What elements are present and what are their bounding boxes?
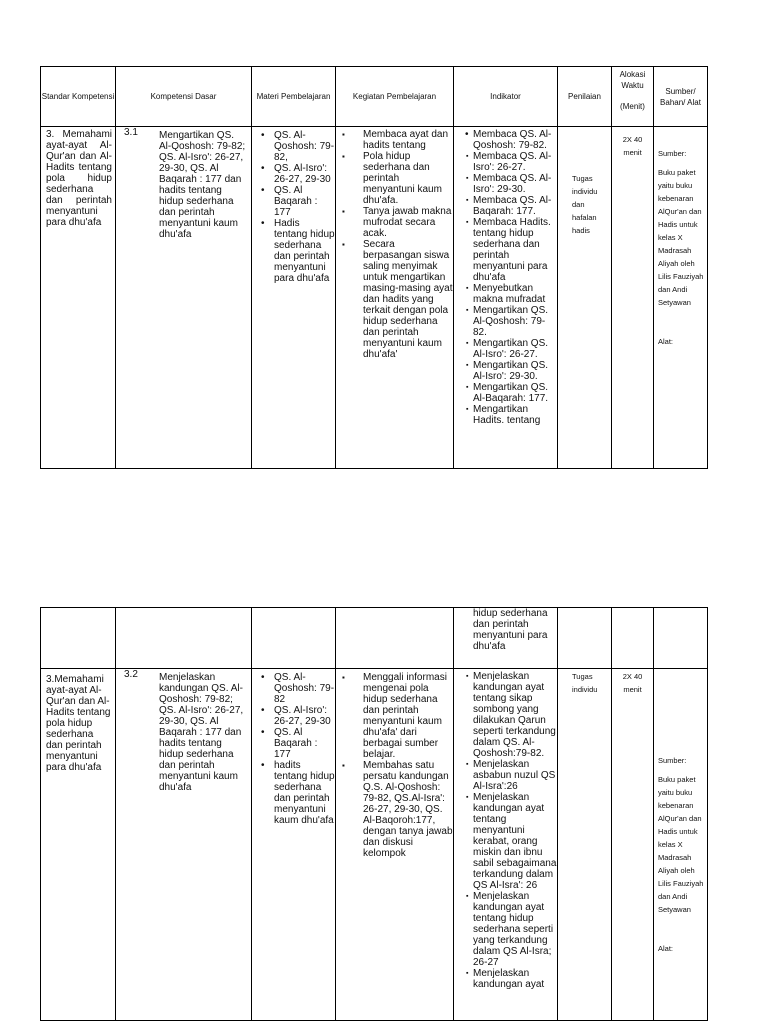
- standar-kompetensi-cell: 3.Memahami ayat-ayat Al-Qur'an dan Al-Hadits tentang pola hidup sederhana dan perintah menyantuni para dhu'afa: [41, 669, 116, 1021]
- alokasi-cell: 2X 40 menit: [612, 669, 654, 1021]
- list-item: ▪ Tanya jawab makna mufrodat secara acak.: [336, 206, 453, 239]
- list-item: ▪ Menjelaskan kandungan ayat tentang sikap sombong yang dilakukan Qarun seperti terkandung dalam QS. Al-Qoshosh:79-82.: [454, 671, 557, 759]
- list-item: ▪ Mengartikan QS. Al-Baqarah: 177.: [454, 382, 557, 404]
- kompetensi-dasar-cell: [116, 127, 252, 469]
- list-item: ▪ Mengartikan QS. Al-Isro': 29-30.: [454, 360, 557, 382]
- header-materi: Materi Pembelajaran: [252, 67, 336, 127]
- list-item: ▪ Menggali informasi mengenai pola hidup sederhana dan perintah menyantuni kaum dhu'afa' dari berbagai sumber belajar.: [336, 672, 453, 760]
- syllabus-table-page-1: [40, 66, 708, 469]
- list-item: ▪ Membaca ayat dan hadits tentang: [336, 129, 453, 151]
- header-standar: Standar Kompetensi: [41, 67, 116, 127]
- kd-number: 3.1: [124, 127, 138, 138]
- list-item: • QS. Al-Qoshosh: 79-82,: [252, 130, 335, 163]
- sumber-cell: [654, 127, 708, 469]
- kd-text: Mengartikan QS. Al-Qoshosh: 79-82; QS. Al-Isro': 26-27, 29-30, QS. Al Baqarah : 177 dan hadits tentang hidup sederhana dan perintah menyantuni kaum dhu'afa: [159, 130, 246, 240]
- sumber-label: Sumber:: [658, 756, 687, 765]
- header-row: [41, 67, 708, 127]
- list-item: ▪ Mengartikan Hadits. tentang: [454, 404, 557, 426]
- list-item: ▪ Secara berpasangan siswa saling menyimak untuk mengartikan masing-masing ayat dan hadits yang terkait dengan pola hidup sederhana dan perintah menyantuni kaum dhu'afa': [336, 239, 453, 360]
- alat-label: Alat:: [658, 944, 674, 953]
- kompetensi-dasar-cell: [116, 669, 252, 1021]
- list-item: ▪ Mengartikan QS. Al-Isro': 26-27.: [454, 338, 557, 360]
- list-item: ▪ Membaca QS. Al-Isro': 26-27.: [454, 151, 557, 173]
- materi-cell: [252, 127, 336, 469]
- list-item: ▪ Menjelaskan asbabun nuzul QS Al-Isra':26: [454, 759, 557, 792]
- list-item: • QS. Al Baqarah : 177: [252, 727, 335, 760]
- list-item: ▪ Menjelaskan kandungan ayat tentang hidup sederhana seperti yang terkandung dalam QS Al-Isra; 26-27: [454, 891, 557, 968]
- alat-label: Alat:: [658, 337, 674, 346]
- header-penilaian: Penilaian: [558, 67, 612, 127]
- indikator-cell: [454, 127, 558, 469]
- list-item: ▪ Menjelaskan kandungan ayat tentang menyantuni kerabat, orang miskin dan ibnu sabil sebagaimana terkandung dalam QS Al-Isra': 26: [454, 792, 557, 891]
- kd-text: Menjelaskan kandungan QS. Al-Qoshosh: 79-82; QS. Al-Isro': 26-27, 29-30, QS. Al Baqarah : 177 dan hadits tentang hidup sederhana dan perintah menyantuni kaum dhu'afa: [159, 672, 244, 793]
- kegiatan-cell: [336, 669, 454, 1021]
- sumber-label: Sumber:: [658, 149, 687, 158]
- list-item: • QS. Al-Isro': 26-27, 29-30: [252, 163, 335, 185]
- header-kd: Kompetensi Dasar: [116, 67, 252, 127]
- header-sumber: Sumber/ Bahan/ Alat: [654, 67, 708, 127]
- materi-cell: [252, 669, 336, 1021]
- penilaian-cell: Tugas individu: [558, 669, 612, 1021]
- kd-number: 3.2: [124, 669, 138, 680]
- syllabus-table-page-2: [40, 607, 708, 1021]
- header-alokasi: [612, 67, 654, 127]
- sumber-text: Buku paket yaitu buku kebenaran AlQur'an dan Hadis untuk kelas X Madrasah Aliyah oleh Lilis Fauziyah dan Andi Setyawan: [658, 775, 704, 914]
- continuation-row: [41, 608, 708, 669]
- header-alokasi-title: Alokasi Waktu: [619, 70, 646, 90]
- list-item: ▪ Membaca QS. Al-Baqarah: 177.: [454, 195, 557, 217]
- table-row: [41, 127, 708, 469]
- standar-kompetensi-cell: 3. Memahami ayat-ayat Al-Qur'an dan Al-Hadits tentang pola hidup sederhana dan perintah menyantuni para dhu'afa: [41, 127, 116, 469]
- header-alokasi-unit: (Menit): [620, 102, 645, 111]
- list-item: ▪ Membaca QS. Al-Isro': 29-30.: [454, 173, 557, 195]
- list-item: ▪ Menyebutkan makna mufradat: [454, 283, 557, 305]
- sumber-text: Buku paket yaitu buku kebenaran AlQur'an dan Hadis untuk kelas X Madrasah Aliyah oleh Lilis Fauziyah dan Andi Setyawan: [658, 168, 704, 307]
- header-indikator: Indikator: [454, 67, 558, 127]
- list-item: ▪ Menjelaskan kandungan ayat: [454, 968, 557, 990]
- penilaian-cell: Tugas individu dan hafalan hadis: [558, 127, 612, 469]
- list-item: ▪ Membaca Hadits. tentang hidup sederhana dan perintah menyantuni para dhu'afa: [454, 217, 557, 283]
- list-item: • Hadis tentang hidup sederhana dan perintah menyantuni para dhu'afa: [252, 218, 335, 284]
- header-kegiatan: Kegiatan Pembelajaran: [336, 67, 454, 127]
- list-item: • Membaca QS. Al-Qoshosh: 79-82.: [454, 129, 557, 151]
- list-item: • QS. Al-Isro': 26-27, 29-30: [252, 705, 335, 727]
- table-row: [41, 669, 708, 1021]
- indikator-continuation: hidup sederhana dan perintah menyantuni para dhu'afa: [454, 608, 558, 669]
- list-item: • hadits tentang hidup sederhana dan perintah menyantuni kaum dhu'afa: [252, 760, 335, 826]
- indikator-cell: [454, 669, 558, 1021]
- sumber-cell: [654, 669, 708, 1021]
- list-item: ▪ Mengartikan QS. Al-Qoshosh: 79-82.: [454, 305, 557, 338]
- list-item: ▪ Pola hidup sederhana dan perintah menyantuni kaum dhu'afa.: [336, 151, 453, 206]
- list-item: • QS. Al Baqarah : 177: [252, 185, 335, 218]
- list-item: ▪ Membahas satu persatu kandungan Q.S. Al-Qoshosh: 79-82, QS.Al-Isra': 26-27, 29-30, QS. Al-Baqoroh:177, dengan tanya jawab dan diskusi kelompok: [336, 760, 453, 859]
- list-item: • QS. Al-Qoshosh: 79-82: [252, 672, 335, 705]
- kegiatan-cell: [336, 127, 454, 469]
- alokasi-cell: 2X 40 menit: [612, 127, 654, 469]
